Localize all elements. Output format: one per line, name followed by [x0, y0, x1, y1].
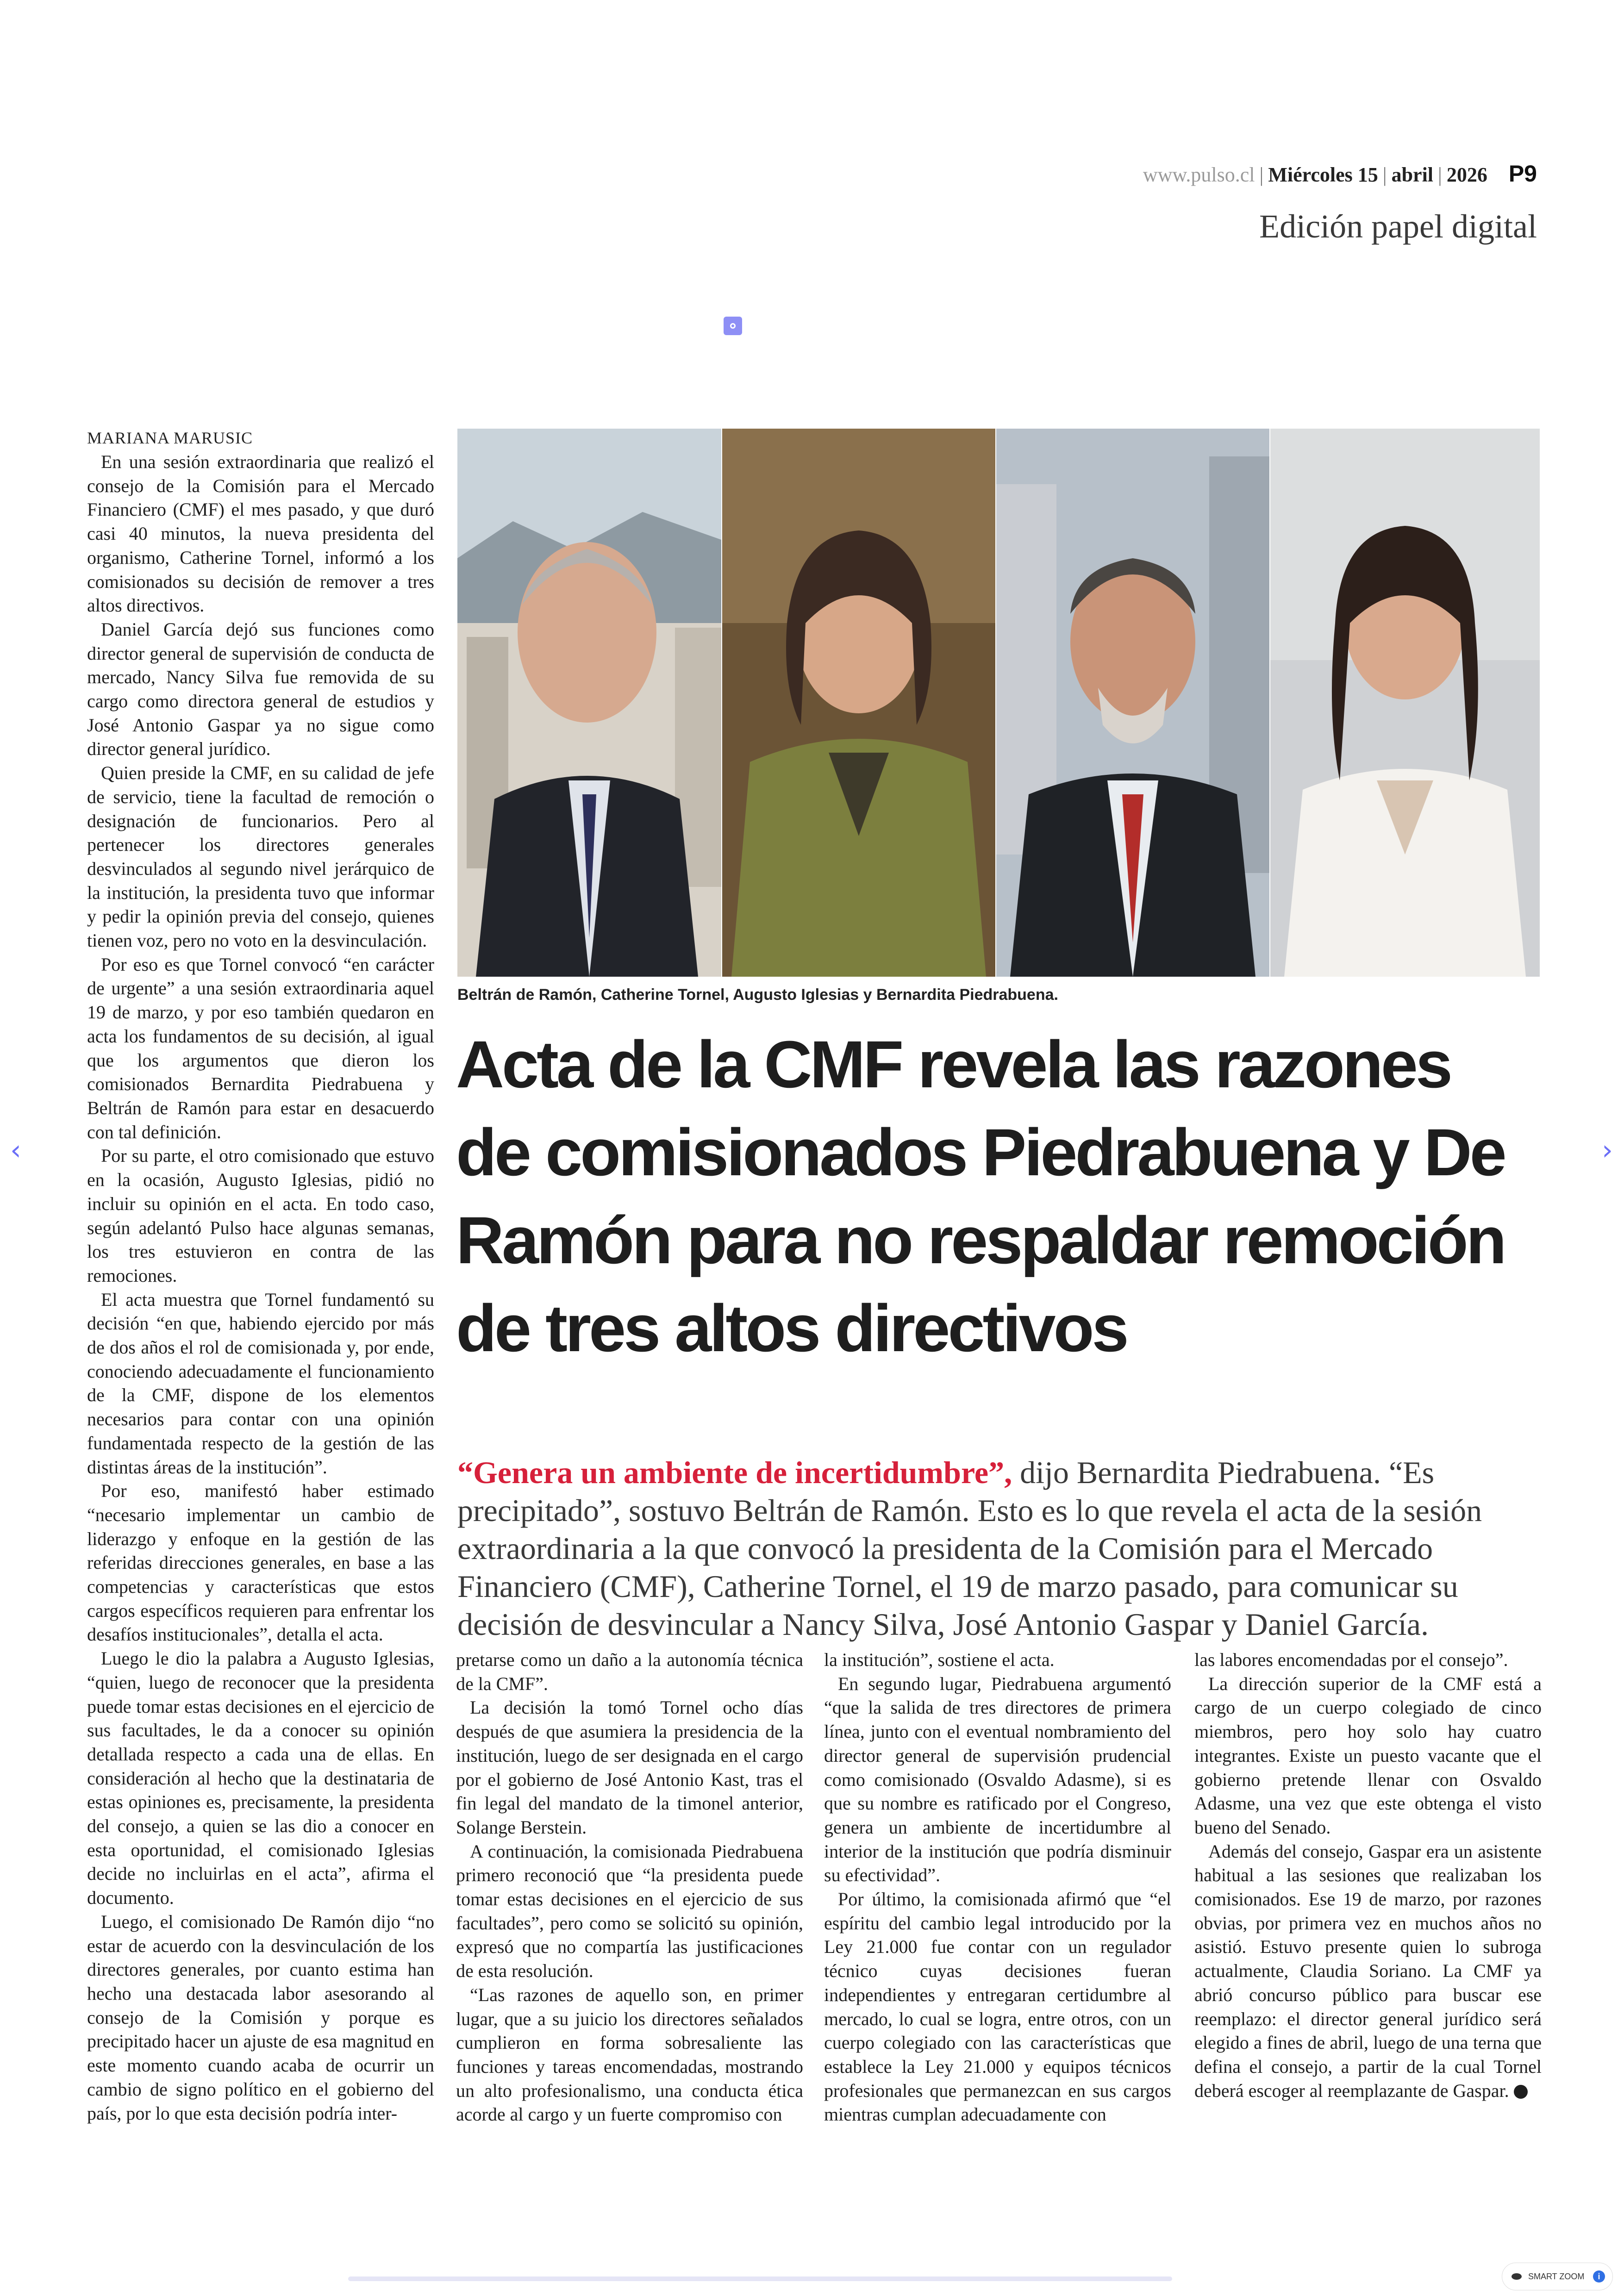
lede	[457, 1453, 1541, 1643]
lede-quote: “Genera un ambiente de incertidumbre”,	[457, 1455, 1012, 1490]
photo-catherine-tornel	[722, 429, 995, 977]
lede-text: dijo Bernardita Piedrabuena. “Es precipitado”, sostuvo Beltrán de Ramón. Esto es lo que revela el acta de la sesión extraordinaria a la que convocó la presidenta de la Comisión para el Mercado Financiero (CMF), Catherine Tornel, el 19 de marzo pasado, para comunicar su decisión de desvincular a Nancy Silva, José Antonio Gaspar y Daniel García.	[457, 1455, 1482, 1642]
paragraph: las labores encomendadas por el consejo”.	[1194, 1649, 1508, 1670]
paragraph: El acta muestra que Tornel fundamentó su decisión “en que, habiendo ejercido por más de dos años el rol de comisionada y, por ende, conociendo adecuadamente el funcionamiento de la CMF, dispone de los elementos necesarios para contar con una opinión fundamentada respecto de la gestión de las distintas áreas de la institución”.	[87, 1289, 434, 1478]
paragraph: Por eso, manifestó haber estimado “necesario implementar un cambio de liderazgo y enfoque en la gestión de las referidas direcciones generales, en base a las competencias y características que estos cargos específicos requieren para enfrentar los desafíos institucionales”, detalla el acta.	[87, 1480, 434, 1645]
smart-zoom-label: SMART ZOOM	[1528, 2272, 1585, 2281]
chevron-left-icon[interactable]: ‹	[10, 1134, 21, 1166]
paragraph: A continuación, la comisionada Piedrabuena primero reconoció que “la presidenta puede tomar estas decisiones en el ejercicio de sus facultades”, pero como se solicitó su opinión, expresó que no compartía las justificaciones de esta resolución.	[456, 1840, 803, 1982]
paragraph: Luego le dio la palabra a Augusto Iglesias, “quien, luego de reconocer que la presidenta puede tomar estas decisiones en el ejercicio de sus facultades, le da a conocer su opinión detallada respecto a cada una de ellas. En consideración al hecho que la destinataria de estas opiniones es, precisamente, la presidenta del consejo, a quien se las dio a conocer en esta oportunidad, el comisionado Iglesias decide no incluirlas en el acta”, afirma el documento.	[87, 1648, 434, 1908]
eye-icon	[1512, 2273, 1522, 2280]
end-of-article-icon	[1514, 2085, 1528, 2099]
info-icon[interactable]: i	[1593, 2270, 1605, 2283]
paragraph: Por su parte, el otro comisionado que estuvo en la ocasión, Augusto Iglesias, pidió no incluir su opinión en el acta. En todo caso, según adelantó Pulso hace algunas semanas, los tres estuvieron en contra de las remociones.	[87, 1145, 434, 1286]
page-number: P9	[1508, 161, 1537, 187]
paragraph: Quien preside la CMF, en su calidad de jefe de servicio, tiene la facultad de remoción o designación de funcionarios. Pero al pertenecer los directores generales desvinculados al segundo nivel jerárquico de la institución, la presidenta tuvo que informar y pedir la opinión previa del consejo, quienes tienen voz, pero no voto en la desvinculación.	[87, 762, 434, 951]
date-month: abril	[1391, 163, 1434, 186]
paragraph: Por eso es que Tornel convocó “en carácter de urgente” a una sesión extraordinaria aquel 19 de marzo, y por eso también quedaron en acta los fundamentos de su decisión, al igual que los argumentos que dieron los comisionados Bernardita Piedrabuena y Beltrán de Ramón para estar en desacuerdo con tal definición.	[87, 954, 434, 1142]
paragraph: Daniel García dejó sus funciones como director general de supervisión de conducta de mercado, Nancy Silva fue removida de su cargo como directora general de estudios y José Antonio Gaspar ya no sigue como director general jurídico.	[87, 618, 434, 760]
article-column-1	[87, 426, 434, 2125]
date-weekday: Miércoles 15	[1268, 163, 1378, 186]
edition-label: Edición papel digital	[1259, 208, 1537, 245]
paragraph: En una sesión extraordinaria que realizó el consejo de la Comisión para el Mercado Financiero (CMF) el mes pasado, y que duró casi 40 minutos, la nueva presidenta del organismo, Catherine Tornel, informó a los comisionados su decisión de remover a tres altos directivos.	[87, 451, 434, 616]
paragraph	[1194, 1840, 1542, 2103]
paragraph: Por último, la comisionada afirmó que “el espíritu del cambio legal introducido por la Ley 21.000 fue contar con un regulador técnico cuyas decisiones fueran independientes y entregaran certidumbre al mercado, lo cual se logra, entre otros, con un cuerpo colegiado con las características que establece la Ley 21.000 y equipos técnicos profesionales que permanezcan en sus cargos mientras cumplan adecuadamente con	[824, 1889, 1171, 2125]
smart-zoom-button[interactable]	[1502, 2263, 1613, 2290]
horizontal-scrollbar[interactable]	[348, 2276, 1172, 2281]
article-column-3	[824, 1648, 1171, 2127]
photo-augusto-iglesias	[996, 429, 1269, 977]
paragraph: La decisión la tomó Tornel ocho días después de que asumiera la presidencia de la institución, luego de ser designada en el cargo por el gobierno de José Antonio Kast, tras el fin legal del mandato de la timonel anterior, Solange Berstein.	[456, 1697, 803, 1838]
article-column-4	[1194, 1648, 1542, 2102]
headline: Acta de la CMF revela las razones de comisionados Piedrabuena y De Ramón para no respaldar remoción de tres altos directivos	[456, 1027, 1505, 1366]
paragraph: La dirección superior de la CMF está a cargo de un cuerpo colegiado de cinco miembros, pero hoy solo hay cuatro integrantes. Existe un puesto vacante que el gobierno pretende llenar con Osvaldo Adasme, una vez que este obtenga el visto bueno del Senado.	[1194, 1673, 1542, 1838]
photo-bernardita-piedrabuena	[1270, 429, 1540, 977]
author-byline: MARIANA MARUSIC	[87, 429, 253, 447]
pulso-marker-icon[interactable]	[724, 317, 742, 335]
paragraph: “Las razones de aquello son, en primer lugar, que a su juicio los directores señalados cumplieron en forma sobresaliente las funciones y tareas encomendadas, mostrando un alto profesionalismo, una conducta ética acorde al cargo y un fuerte compromiso con	[456, 1984, 803, 2125]
photo-beltran-de-ramon	[457, 429, 721, 977]
article-column-2	[456, 1648, 803, 2127]
paragraph: pretarse como un daño a la autonomía técnica de la CMF”.	[456, 1649, 803, 1694]
site-url[interactable]: www.pulso.cl	[1143, 163, 1255, 186]
date-year: 2026	[1446, 163, 1487, 186]
paragraph: la institución”, sostiene el acta.	[824, 1649, 1055, 1670]
paragraph: Luego, el comisionado De Ramón dijo “no estar de acuerdo con la desvinculación de los directores generales, por cuanto estima han hecho una destacada labor asesorando al consejo de la Comisión y porque es precipitado hacer un ajuste de esa magnitud en este momento cuando acaba de ocurrir un cambio de signo político en el gobierno del país, por lo que esta decisión podría inter-	[87, 1911, 434, 2124]
page-header: www.pulso.cl | Miércoles 15 | abril | 2026 P9	[1143, 161, 1537, 187]
paragraph: En segundo lugar, Piedrabuena argumentó “que la salida de tres directores de primera línea, junto con el eventual nombramiento del director general de supervisión prudencial como comisionado (Osvaldo Adasme), si es que su nombre es ratificado por el Congreso, genera un ambiente de incertidumbre al interior de la institución que podría disminuir su efectividad”.	[824, 1673, 1171, 1886]
paragraph-text: Además del consejo, Gaspar era un asistente habitual a las sesiones que realizaban los comisionados. Ese 19 de marzo, por razones obvias, por primera vez en muchos años no asistió. Estuvo presente quien lo subroga actualmente, Claudia Soriano. La CMF ya abrió concurso público para buscar ese reemplazo: el director general jurídico será elegido a fines de abril, luego de una terna que defina el consejo, a partir de la cual Tornel deberá escoger al reemplazante de Gaspar.	[1194, 1840, 1542, 2101]
photo-caption: Beltrán de Ramón, Catherine Tornel, Augusto Iglesias y Bernardita Piedrabuena.	[457, 986, 1058, 1004]
chevron-right-icon[interactable]: ›	[1602, 1134, 1613, 1166]
